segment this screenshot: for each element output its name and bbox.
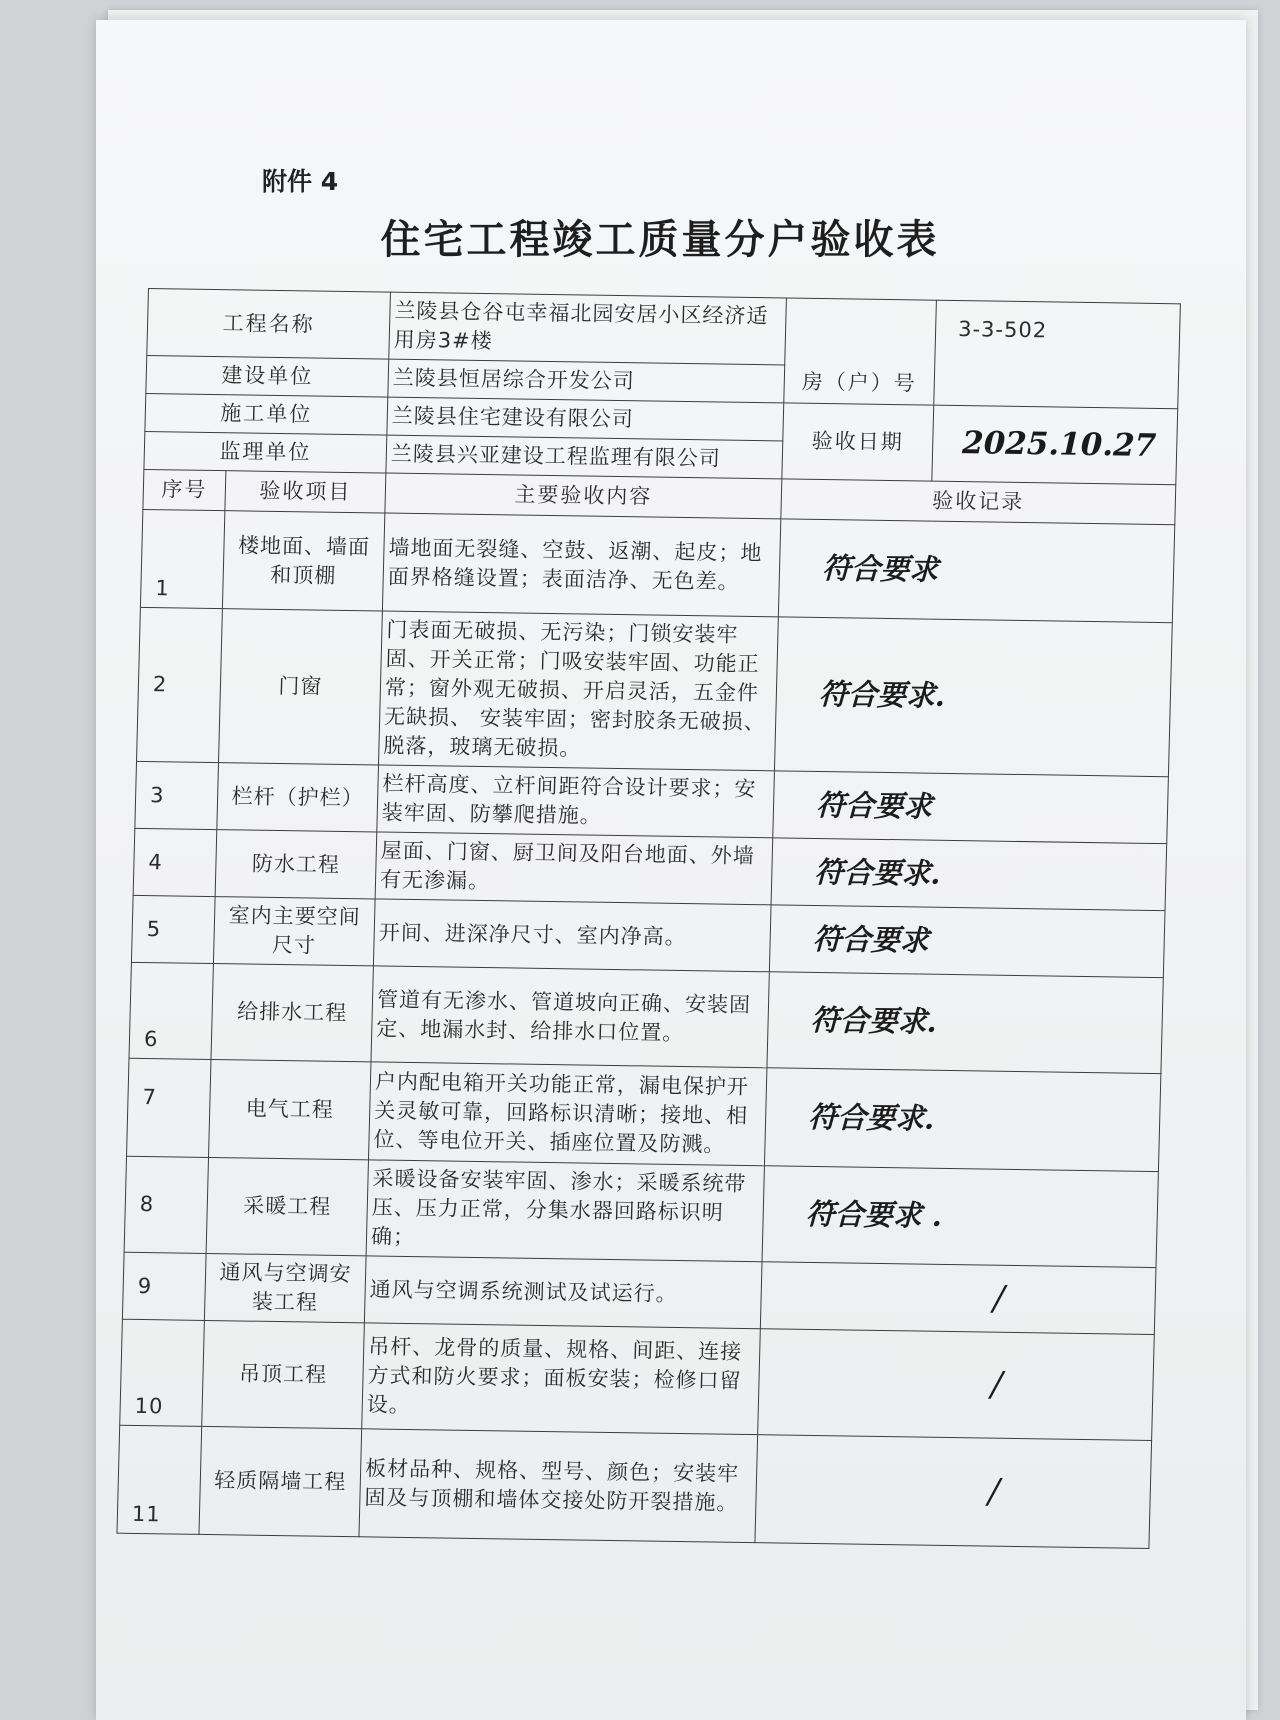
row-number: 9 bbox=[122, 1252, 206, 1320]
row-content: 门表面无破损、无污染；门锁安装牢固、开关正常；门吸安装牢固、功能正常；窗外观无破损、开启灵活，五金件无缺损、 安装牢固；密封胶条无破损、脱落，玻璃无破损。 bbox=[378, 611, 778, 771]
row-content: 栏杆高度、立杆间距符合设计要求；安装牢固、防攀爬措施。 bbox=[377, 765, 775, 838]
developer-label: 建设单位 bbox=[146, 355, 389, 397]
col-seq-header: 序号 bbox=[143, 469, 226, 510]
row-content: 采暖设备安装牢固、渗水；采暖系统带压、压力正常，分集水器回路标识明确； bbox=[366, 1160, 764, 1262]
table-row bbox=[124, 1156, 1158, 1267]
row-record-handwritten: 符合要求 bbox=[773, 771, 1169, 844]
row-number: 7 bbox=[127, 1058, 211, 1157]
table-row bbox=[137, 607, 1173, 776]
row-item: 室内主要空间尺寸 bbox=[213, 897, 375, 966]
row-content: 墙地面无裂缝、空鼓、返潮、起皮；地面界格缝设置；表面洁净、无色差。 bbox=[382, 513, 780, 617]
row-content: 户内配电箱开关功能正常，漏电保护开关灵敏可靠，回路标识清晰；接地、相位、等电位开关、插座位置及防溅。 bbox=[368, 1062, 766, 1166]
col-item-header: 验收项目 bbox=[225, 471, 386, 513]
acceptance-date-label: 验收日期 bbox=[782, 403, 934, 481]
row-record-handwritten: 符合要求. bbox=[764, 1068, 1160, 1172]
row-number: 6 bbox=[129, 962, 213, 1059]
row-record-handwritten: 符合要求 bbox=[778, 519, 1174, 623]
supervisor-value: 兰陵县兴亚建设工程监理有限公司 bbox=[386, 435, 783, 479]
row-content: 屋面、门窗、厨卫间及阳台地面、外墙有无渗漏。 bbox=[375, 832, 773, 905]
row-content: 通风与空调系统测试及试运行。 bbox=[364, 1256, 762, 1329]
acceptance-date-handwritten: 2025.10.27 bbox=[932, 405, 1178, 485]
row-item: 采暖工程 bbox=[206, 1157, 368, 1255]
col-content-header: 主要验收内容 bbox=[385, 473, 782, 519]
row-number: 2 bbox=[137, 607, 223, 762]
row-number: 8 bbox=[124, 1156, 208, 1253]
row-item: 门窗 bbox=[219, 609, 383, 765]
row-item: 吊顶工程 bbox=[202, 1320, 365, 1428]
row-number: 11 bbox=[117, 1425, 202, 1534]
table-row bbox=[127, 1058, 1161, 1171]
row-record-handwritten: 符合要求 . bbox=[762, 1166, 1158, 1268]
row-item: 电气工程 bbox=[209, 1060, 371, 1160]
row-number: 10 bbox=[120, 1319, 205, 1426]
developer-value: 兰陵县恒居综合开发公司 bbox=[388, 359, 785, 403]
row-item: 楼地面、墙面和顶棚 bbox=[222, 511, 384, 611]
acceptance-table bbox=[116, 288, 1180, 1549]
row-record-handwritten: 符合要求. bbox=[771, 838, 1167, 911]
table-row bbox=[117, 1425, 1152, 1548]
row-item: 轻质隔墙工程 bbox=[199, 1426, 362, 1536]
row-record-handwritten: / bbox=[755, 1435, 1152, 1549]
row-item: 栏杆（护栏） bbox=[217, 763, 379, 832]
row-record-handwritten: 符合要求 bbox=[769, 905, 1165, 978]
row-number: 5 bbox=[131, 895, 215, 963]
row-record-handwritten: 符合要求. bbox=[774, 617, 1172, 777]
project-name-value: 兰陵县仓谷屯幸福北园安居小区经济适用房3#楼 bbox=[389, 292, 787, 365]
row-item: 防水工程 bbox=[215, 830, 377, 899]
room-no-value: 3-3-502 bbox=[934, 300, 1181, 409]
row-record-handwritten: / bbox=[760, 1262, 1156, 1335]
attachment-label: 附件 4 bbox=[262, 167, 339, 196]
document-title: 住宅工程竣工质量分户验收表 bbox=[380, 217, 940, 263]
row-content: 板材品种、规格、型号、颜色；安装牢固及与顶棚和墙体交接处防开裂措施。 bbox=[359, 1429, 758, 1543]
row-content: 开间、进深净尺寸、室内净高。 bbox=[373, 899, 771, 972]
supervisor-label: 监理单位 bbox=[144, 431, 387, 473]
row-content: 吊杆、龙骨的质量、规格、间距、连接方式和防火要求；面板安装；检修口留设。 bbox=[362, 1323, 761, 1435]
row-record-handwritten: 符合要求. bbox=[767, 972, 1163, 1074]
row-item: 给排水工程 bbox=[211, 964, 373, 1062]
table-row bbox=[120, 1319, 1155, 1440]
room-no-label: 房（户）号 bbox=[784, 298, 937, 405]
row-record-handwritten: / bbox=[758, 1329, 1155, 1441]
col-record-header: 验收记录 bbox=[781, 479, 1176, 525]
constructor-label: 施工单位 bbox=[145, 393, 388, 435]
constructor-value: 兰陵县住宅建设有限公司 bbox=[387, 397, 784, 441]
table-row bbox=[129, 962, 1163, 1073]
project-name-label: 工程名称 bbox=[147, 289, 391, 360]
row-content: 管道有无渗水、管道坡向正确、安装固定、地漏水封、给排水口位置。 bbox=[371, 966, 769, 1068]
row-number: 1 bbox=[140, 509, 224, 608]
row-number: 4 bbox=[133, 828, 217, 896]
acceptance-form bbox=[116, 288, 1179, 1549]
row-item: 通风与空调安装工程 bbox=[204, 1253, 366, 1322]
table-row bbox=[140, 509, 1174, 622]
row-number: 3 bbox=[135, 761, 219, 829]
